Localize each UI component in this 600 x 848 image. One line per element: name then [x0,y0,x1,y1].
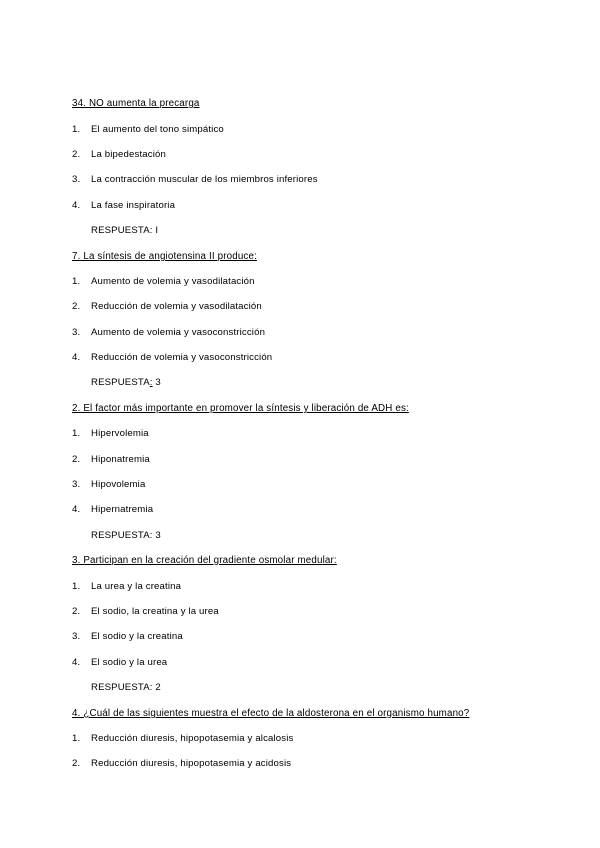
option-number: 4. [72,200,81,211]
answer-colon: : [149,377,153,388]
option-number: 4. [72,352,81,363]
option-text: El sodio y la creatina [91,631,183,642]
option-number: 2. [72,606,81,617]
option-text: Aumento de volemia y vasodilatación [91,276,255,287]
answer-value: I [155,225,159,236]
option-text: El sodio, la creatina y la urea [91,606,219,617]
option-number: 1. [72,733,81,744]
option-number: 1. [72,581,81,592]
option-number: 4. [72,657,81,668]
question-title: 4. ¿Cuál de las siguientes muestra el efecto de la aldosterona en el organismo humano? [72,708,470,719]
option-text: La urea y la creatina [91,581,182,592]
answer-value: 2 [155,682,161,693]
option-text: El aumento del tono simpático [91,124,224,135]
option-text: Reducción diuresis, hipopotasemia y alcalosis [91,733,294,744]
option-number: 3. [72,327,81,338]
option-text: Hipernatremia [91,504,154,515]
question-title: 2. El factor más importante en promover la síntesis y liberación de ADH es: [72,403,409,414]
option-text: La fase inspiratoria [91,200,176,211]
option-text: Hipovolemia [91,479,146,490]
option-text: La bipedestación [91,149,166,160]
option-text: La contracción muscular de los miembros inferiores [91,174,318,185]
answer-line [91,530,161,542]
question-title: 34. NO aumenta la precarga [72,98,200,109]
option-number: 3. [72,174,81,185]
option-number: 2. [72,301,81,312]
option-number: 3. [72,631,81,642]
option-text: Aumento de volemia y vasoconstricción [91,327,266,338]
answer-label: RESPUESTA: [91,225,153,236]
option-number: 1. [72,428,81,439]
option-text: El sodio y la urea [91,657,168,668]
option-text: Reducción de volemia y vasoconstricción [91,352,273,363]
option-number: 2. [72,454,81,465]
option-text: Hiponatremia [91,454,150,465]
answer-value: 3 [155,377,161,388]
option-text: Reducción de volemia y vasodilatación [91,301,262,312]
answer-label: RESPUESTA [91,377,150,388]
option-number: 2. [72,758,81,769]
answer-label: RESPUESTA: [91,682,153,693]
answer-line [91,682,161,694]
question-title: 3. Participan en la creación del gradiente osmolar medular: [72,555,337,566]
question-title: 7. La síntesis de angiotensina II produce: [72,251,257,262]
option-number: 1. [72,276,81,287]
option-text: Reducción diuresis, hipopotasemia y acidosis [91,758,292,769]
answer-value: 3 [155,530,161,541]
option-number: 2. [72,149,81,160]
answer-line [91,225,158,237]
option-text: Hipervolemia [91,428,149,439]
option-number: 4. [72,504,81,515]
option-number: 1. [72,124,81,135]
answer-label: RESPUESTA: [91,530,153,541]
option-number: 3. [72,479,81,490]
answer-line [91,377,161,389]
